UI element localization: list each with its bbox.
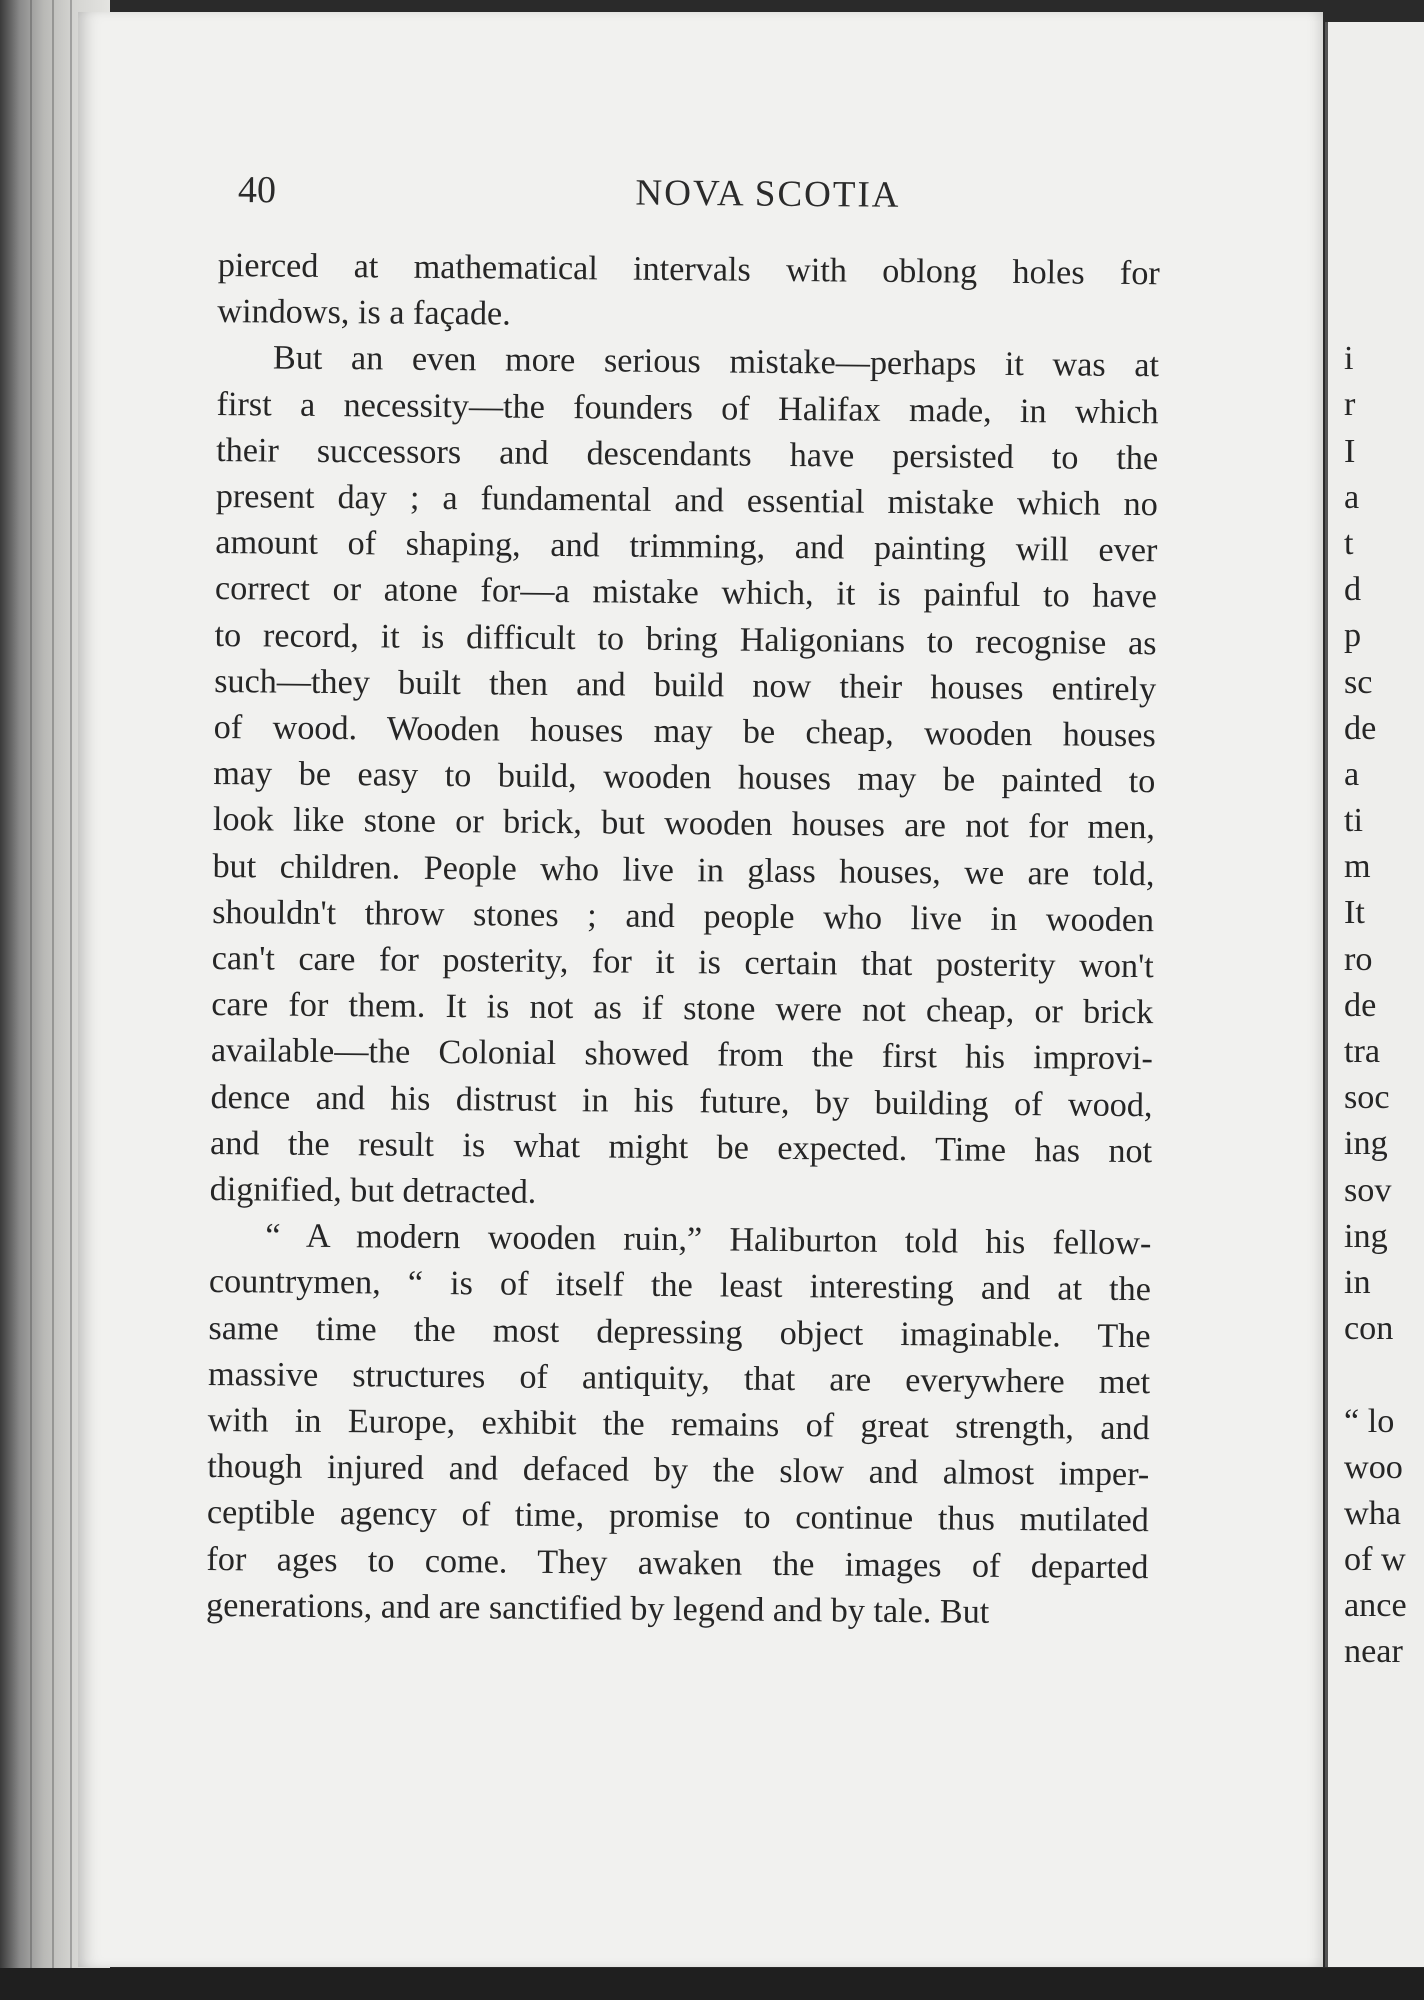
facing-text-fragment: near [1344, 1633, 1403, 1671]
text-line: pierced at mathematical intervals with oblong holes for [217, 246, 1160, 293]
facing-text-fragment: of w [1344, 1541, 1406, 1579]
facing-text-fragment: i [1344, 340, 1354, 378]
text-line: available—the Colonial showed from the first his improvi- [210, 1032, 1154, 1078]
facing-text-fragment: t [1344, 524, 1354, 562]
text-line: care for them. It is not as if stone were not cheap, or brick [211, 986, 1154, 1032]
facing-text-fragment: sc [1344, 663, 1373, 701]
text-line: dence and his distrust in his future, by building of wood, [210, 1078, 1153, 1124]
text-line: correct or atone for—a mistake which, it is painful to have [214, 570, 1158, 616]
scan-bottom-border [0, 1968, 1424, 2000]
text-line: amount of shaping, and trimming, and painting will ever [215, 524, 1158, 570]
facing-text-fragment: I [1344, 432, 1356, 470]
text-line: with in Europe, exhibit the remains of great strength, and [207, 1402, 1150, 1448]
text-line: to record, it is difficult to bring Haligonians to recognise as [214, 616, 1157, 662]
facing-page-text [1344, 290, 1407, 1676]
facing-text-fragment: soc [1344, 1079, 1390, 1117]
facing-text-fragment: in [1344, 1263, 1371, 1301]
text-line: first a necessity—the founders of Halifax made, in which [216, 385, 1159, 431]
text-line: though injured and defaced by the slow and almost imper- [207, 1448, 1150, 1494]
facing-text-fragment: wha [1344, 1494, 1401, 1532]
facing-text-fragment [1344, 290, 1407, 336]
facing-text-fragment: tra [1344, 1033, 1381, 1070]
text-line: countrymen, “ is of itself the least interesting and at the [208, 1263, 1152, 1309]
text-line: windows, is a façade. [217, 293, 511, 333]
facing-text-fragment: de [1344, 709, 1377, 747]
facing-text-fragment: a [1344, 478, 1360, 516]
page-title: NOVA SCOTIA [635, 172, 901, 216]
paragraph [217, 243, 1160, 344]
facing-text-fragment: sov [1344, 1171, 1392, 1209]
text-line: can't care for posterity, for it is certain that posterity won't [211, 940, 1154, 986]
running-head [238, 168, 1178, 226]
paragraph [210, 335, 1160, 1221]
facing-text-fragment: ance [1344, 1587, 1407, 1625]
text-line: But an even more serious mistake—perhaps it was at [272, 339, 1160, 385]
text-line: but children. People who live in glass houses, we are told, [212, 847, 1155, 893]
facing-text-fragment: r [1344, 386, 1356, 424]
facing-text-fragment: It [1344, 894, 1365, 932]
text-line: and the result is what might be expected. Time has not [209, 1124, 1153, 1171]
page-number: 40 [237, 169, 277, 212]
paragraph [206, 1213, 1152, 1637]
text-line: same time the most depressing object imaginable. The [208, 1309, 1151, 1355]
facing-text-fragment: woo [1344, 1448, 1403, 1486]
facing-text-fragment: ing [1344, 1125, 1388, 1163]
facing-text-fragment: de [1344, 986, 1377, 1024]
text-line: their successors and descendants have persisted to the [216, 431, 1159, 478]
facing-text-fragment: a [1344, 755, 1360, 793]
page-fold-line [70, 0, 72, 2000]
facing-page [1325, 22, 1424, 1967]
facing-text-fragment: d [1344, 571, 1362, 609]
text-line: present day ; a fundamental and essential mistake which no [215, 478, 1158, 524]
facing-text-fragment: ing [1344, 1217, 1388, 1255]
facing-text-fragment: “ lo [1344, 1402, 1395, 1440]
body-text [206, 243, 1160, 1637]
facing-text-fragment: ti [1344, 802, 1363, 840]
text-line: of wood. Wooden houses may be cheap, wooden houses [213, 709, 1156, 755]
text-line: look like stone or brick, but wooden houses are not for men, [212, 801, 1156, 847]
text-line: massive structures of antiquity, that are everywhere met [207, 1355, 1151, 1402]
text-line: shouldn't throw stones ; and people who live in wooden [211, 893, 1155, 940]
page-fold-line [30, 0, 32, 2000]
text-line: ceptible agency of time, promise to continue thus mutilated [206, 1494, 1150, 1540]
text-line: generations, and are sanctified by legend and by tale. But [205, 1586, 990, 1631]
text-line: such—they built then and build now their houses entirely [214, 662, 1157, 709]
text-line: may be easy to build, wooden houses may be painted to [213, 755, 1156, 801]
facing-text-fragment: con [1344, 1310, 1394, 1348]
text-line: dignified, but detracted. [209, 1171, 537, 1211]
page-fold-line [52, 0, 54, 2000]
text-line: “ A modern wooden ruin,” Haliburton told his fellow- [265, 1217, 1152, 1263]
facing-text-fragment: ro [1344, 940, 1373, 978]
facing-text-fragment: m [1344, 848, 1371, 886]
facing-text-fragment [1344, 1352, 1407, 1398]
text-line: for ages to come. They awaken the images of departed [206, 1540, 1149, 1586]
facing-text-fragment: p [1344, 617, 1362, 655]
